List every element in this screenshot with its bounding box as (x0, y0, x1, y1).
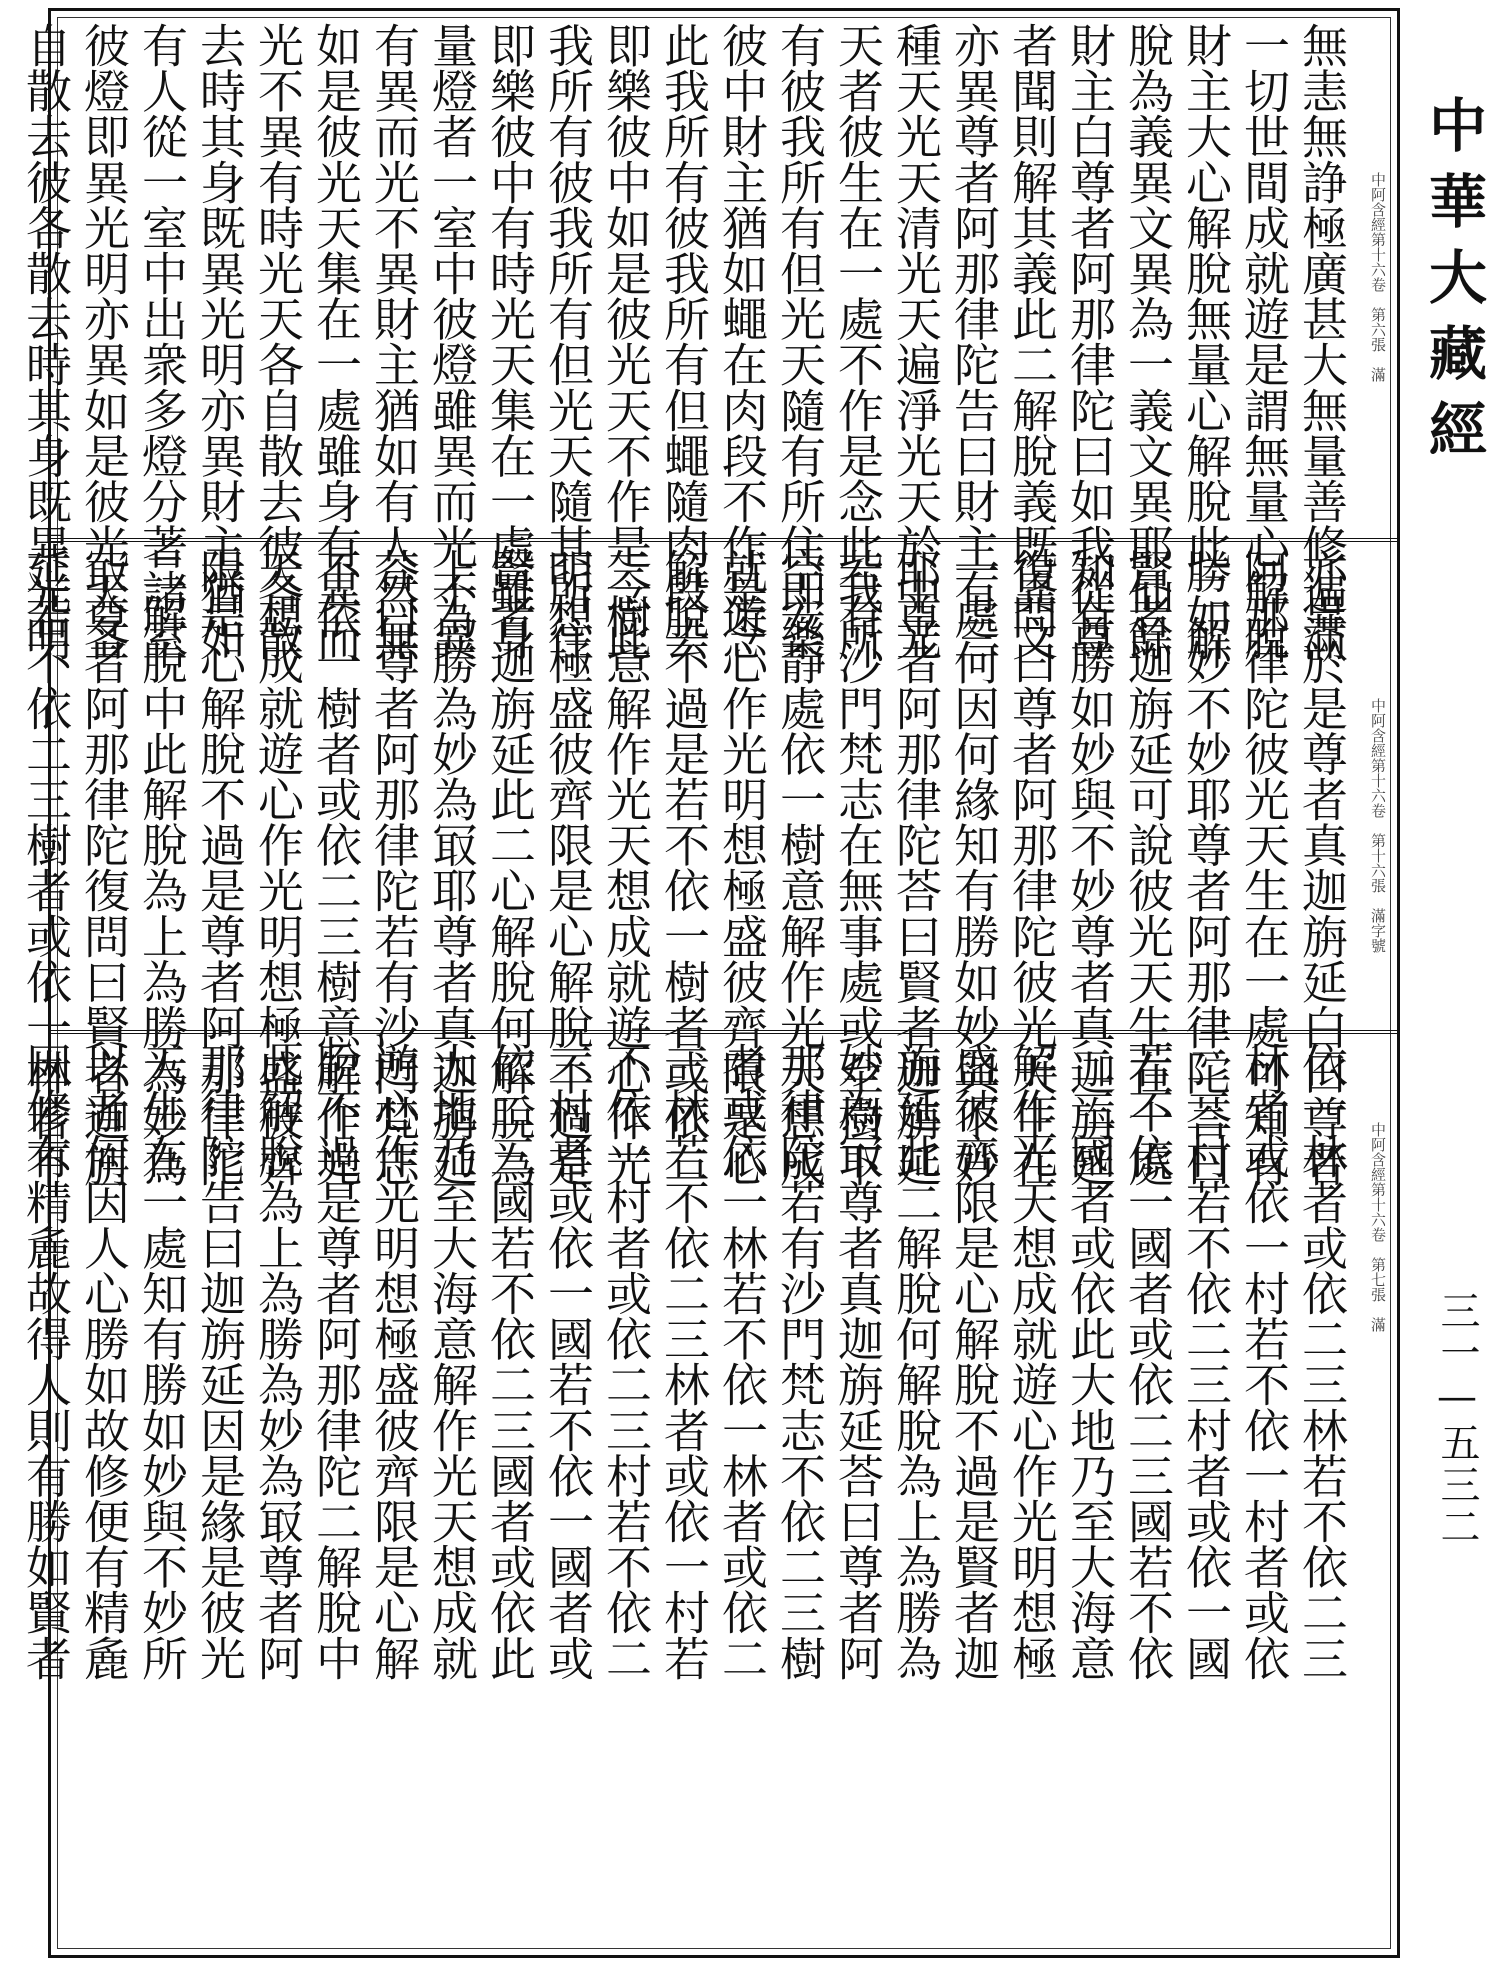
text-column: 知有勝如妙與不妙尊者真迦旃延 (1063, 548, 1117, 1187)
text-column: 種天光天清光天遍淨光天於中光 (889, 22, 943, 661)
text-column: 脫為義異文異為一義文異耶仙餘 (1121, 22, 1175, 661)
text-column: 就遊心作光明想極盛彼齊限是心 (715, 548, 769, 1187)
text-column: 即樂彼中有時光天集在一處雖身 (483, 22, 537, 661)
text-column: 去時其身既異光明亦異財主猶如 (193, 22, 247, 661)
panel-divider (51, 1030, 1397, 1034)
text-column: 勝如妙不妙耶尊者阿那律陀荅曰 (1179, 548, 1233, 1187)
text-panel-upper (19, 22, 1394, 661)
text-column: 因修有精麁故得人則有勝如賢者 (19, 1042, 73, 1681)
text-column: 荅曰尊者阿那律陀若有沙門梵志 (367, 548, 421, 1187)
text-column: 天想成就遊心作光明想極盛彼齊 (251, 548, 305, 1187)
page-number: 三一—五三二 (1434, 1290, 1480, 1548)
text-column: 即樂彼中如是彼光天不作是念此 (599, 22, 653, 661)
text-column: 以者何因人心勝如故修便有精麁 (77, 1042, 131, 1681)
text-column: 彼中財主猶如蠅在肉段不作是念 (715, 22, 769, 661)
text-column: 有彼我所有但光天隨有所住即樂 (773, 22, 827, 661)
text-column: 脫不過是尊者阿那律陀二解脫中 (309, 1042, 363, 1681)
text-column: 旃延此二解脫何解脫為上為勝為 (889, 1042, 943, 1681)
text-column: 明想極盛彼齊限是心解脫不過是 (541, 548, 595, 1187)
text-column: 亦異尊者阿那律陀告曰財主有三 (947, 22, 1001, 661)
text-column: 彼燈即異光明亦異如是彼光天各 (77, 22, 131, 661)
text-column: 者或依一林若不依一林者或依二 (715, 1042, 769, 1681)
text-column: 二三國者或依此大地乃至大海意 (1063, 1042, 1117, 1681)
text-column: 復問曰尊者阿那律陀彼光天生在 (1005, 548, 1059, 1187)
text-column: 天生在一處知有勝如妙與不妙所 (135, 1042, 189, 1681)
text-column: 二解脫中此解脫為上為勝為妙為 (135, 548, 189, 1187)
text-column: 大地乃至大海意解作光天想成就 (425, 1042, 479, 1681)
text-column: 三村者或依一國若不依一國者或 (541, 1042, 595, 1681)
text-column: 光不異有時光天各自散去彼各散 (251, 22, 305, 661)
text-column: 那律陀若有沙門梵志不依二三樹 (773, 1042, 827, 1681)
text-column: 三林若不依二三林者或依一村若 (657, 1042, 711, 1681)
text-column: 自散去彼各散去時其身既異光明 (19, 22, 73, 661)
text-column: 解作光天想成就遊心作光明想極 (1005, 1042, 1059, 1681)
text-column: 天者彼生在一處不作是念此我所 (831, 22, 885, 661)
panel-divider (51, 538, 1397, 542)
text-panel-middle (19, 548, 1394, 1187)
marginal-note: 中阿含經第十六卷 第六張 滿 (1369, 172, 1387, 382)
text-column: 若有沙門梵志在無事處或至樹下 (831, 548, 885, 1187)
text-column: 如是彼光天集在一處雖身有異而 (309, 22, 363, 661)
text-column: 限是心解脫不過是尊者阿那律陀 (193, 548, 247, 1187)
text-column: 無恚無諍極廣甚大無量善修遍滿 (1295, 22, 1349, 661)
book-title: 中華大藏經 (1419, 95, 1487, 475)
text-column: 有異而光不異財主猶如有人然無 (367, 22, 421, 661)
text-column: 此解脫為上為勝為妙為冣尊者阿 (251, 1042, 305, 1681)
text-column: 量燈者一室中彼燈雖異而光不異 (425, 22, 479, 661)
text-column: 不依一村者或依二三村若不依二 (599, 1042, 653, 1681)
text-column: 那律陀告曰迦旃延因是緣是彼光 (193, 1042, 247, 1681)
text-column: 亦異於是尊者真迦旃延白曰尊者 (1295, 548, 1349, 1187)
marginal-note: 中阿含經第十六卷 第十六張 滿字號 (1369, 698, 1387, 953)
text-column: 盛彼齊限是心解脫不過是賢者迦 (947, 1042, 1001, 1681)
text-column: 者聞則解其義此二解脫義既異文 (1005, 22, 1059, 661)
text-column: 遊心作光明想極盛彼齊限是心解 (367, 1042, 421, 1681)
text-column: 賢者迦旃延可說彼光天生在一處 (1121, 548, 1175, 1187)
text-column: 耶尊者阿那律陀荅曰賢者迦旃延 (889, 548, 943, 1187)
text-column: 延若不依二三樹者或依一林若不 (19, 548, 73, 1187)
text-column: 妙為冣尊者真迦旃延荅曰尊者阿 (831, 1042, 885, 1681)
text-column: 有人從一室中出衆多燈分著諸室 (135, 22, 189, 661)
text-column: 解脫不過是若不依一樹者或依二 (657, 548, 711, 1187)
text-column: 阿那律陀彼光天生在一處可知有 (1237, 548, 1291, 1187)
text-column: 此我所有彼我所有但蠅隨肉段去 (657, 22, 711, 661)
text-column: 空安靜處依一樹意解作光天想成 (773, 548, 827, 1187)
text-column: 一處何因何緣知有勝如妙與不妙 (947, 548, 1001, 1187)
text-column: 我所有彼我所有但光天隨其所往 (541, 22, 595, 661)
text-panel-lower (19, 1042, 1394, 1942)
text-column: 賢者迦旃延此二心解脫何解脫為 (483, 548, 537, 1187)
text-column: 不依一樹者或依二三樹意解作光 (309, 548, 363, 1187)
text-column: 冣尊者阿那律陀復問曰賢者迦旃 (77, 548, 131, 1187)
text-column: 一切世間成就遊是謂無量心解脫 (1237, 22, 1291, 661)
text-column: 若不依一國者或依二三國若不依 (1121, 1042, 1175, 1681)
text-column: 依二三國若不依二三國者或依此 (483, 1042, 537, 1681)
text-column: 依一林者或依二三林若不依二三 (1295, 1042, 1349, 1681)
text-column: 財主白尊者阿那律陀曰如我從尊 (1063, 22, 1117, 661)
text-column: 上為勝為妙為冣耶尊者真迦旃延 (425, 548, 479, 1187)
text-column: 財主大心解脫無量心解脫此二解 (1179, 22, 1233, 661)
marginal-note: 中阿含經第十六卷 第七張 滿 (1369, 1122, 1387, 1332)
text-column: 三樹意解作光天想成就遊心作光 (599, 548, 653, 1187)
text-column: 林者或依一村若不依一村者或依 (1237, 1042, 1291, 1681)
text-column: 二三村若不依二三村者或依一國 (1179, 1042, 1233, 1681)
